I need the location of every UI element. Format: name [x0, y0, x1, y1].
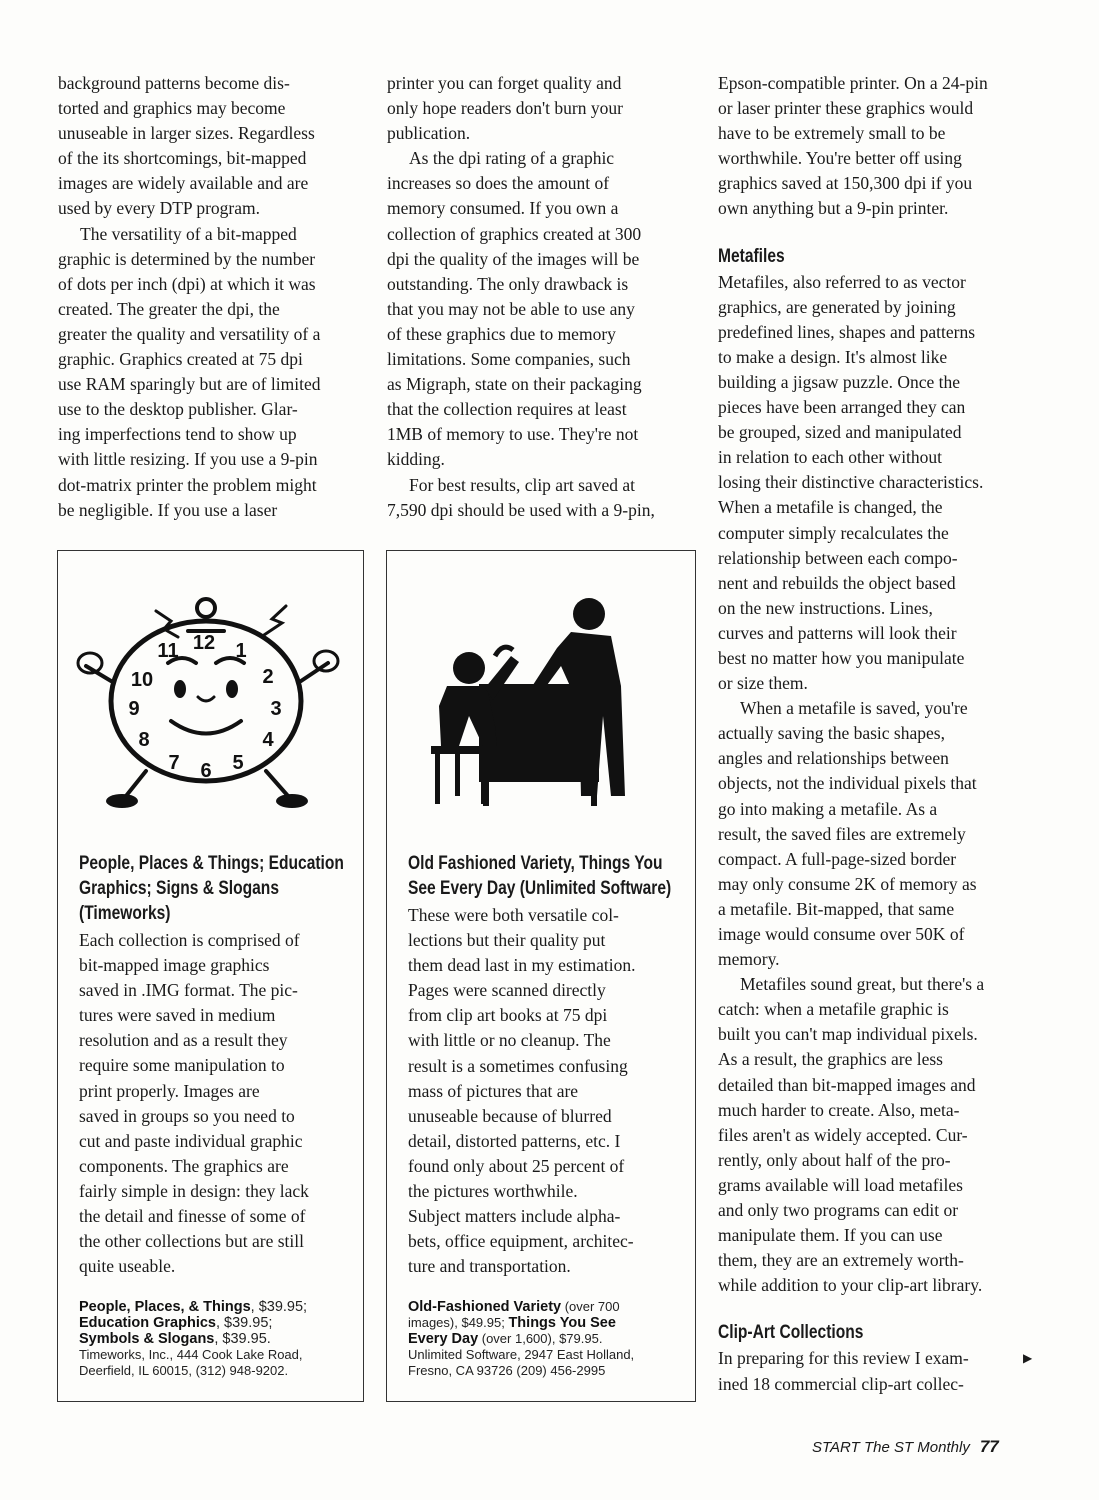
alarm-clock-illustration [76, 591, 346, 821]
meeting-silhouette-illustration [411, 596, 671, 836]
paragraph: Epson-compatible printer. On a 24-pin or laser printer these graphics would have to be extremely small to be worthwhile. You're better off using graphics saved at 150,300 dpi if you own anything but a 9-pin printer. [718, 73, 988, 219]
clock-number: 4 [262, 729, 274, 751]
paragraph: The versatility of a bit-mapped graphic is determined by the number of dots per inch (dpi) at which it was created. The greater the dpi, the greater the quality and versatility of a graphic. Graphics created at 75 dpi use RAM sparingly but are of limited use to the desktop publisher. Glar- ing imperfections tend to show up with little resizing. If you use a 9-pin dot-matrix printer the problem might be negligible. If you use a laser [58, 223, 321, 520]
clock-number: 8 [138, 729, 150, 751]
section-heading-clip-art: Clip-Art Collections [718, 1322, 864, 1344]
box-body: Each collection is comprised of bit-mapped image graphics saved in .IMG format. The pic- tures were saved in medium resolution and as a result they require some manipulation to print properly. Images are saved in groups so you need to cut and paste individual graphic components. The graphics are fairly simple in design: they lack the detail and finesse of some of the other collections but are still quite useable. [79, 930, 309, 1277]
box-body: These were both versatile col- lections but their quality put them dead last in my estimation. Pages were scanned directly from clip art books at 75 dpi with little or no cleanup. The result is a sometimes confusing mass of pictures that are unuseable because of blurred detail, distorted patterns, etc. I found only about 25 percent of the pictures worthwhile. Subject matters include alpha- bets, office equipment, architec- ture and transportation. [408, 905, 636, 1277]
paragraph: Metafiles, also referred to as vector graphics, are generated by joining predefined lines, shapes and patterns to make a design. It's almost like building a jigsaw puzzle. Once the pieces have been arranged they can be grouped, sized and manipulated in relation to each other without losing their distinctive characteristics. When a metafile is changed, the computer simply recalculates the relationship between each compo- nent and rebuilds the object based on the new instructions. Lines, curves and patterns will look their best no matter how you manipulate or size them. [718, 271, 984, 694]
clock-number: 7 [168, 752, 180, 774]
column-middle [387, 71, 699, 523]
page-number: 77 [979, 1437, 999, 1456]
clock-number: 6 [200, 760, 212, 782]
clock-number: 5 [232, 752, 244, 774]
clock-number: 12 [192, 632, 216, 654]
paragraph: When a metafile is saved, you're actually saving the basic shapes, angles and relationships between objects, not the individual pixels that go into making a metafile. As a result, the saved files are extremely compact. A full-page-sized border may only consume 2K of memory as a metafile. Bit-mapped, that same image would consume over 50K of memory. [718, 698, 977, 970]
column-right [718, 71, 1036, 1397]
clock-number: 1 [235, 640, 247, 662]
box-title: Old Fashioned Variety, Things You See Every Day (Unlimited Software) [408, 853, 672, 899]
column-left [58, 71, 358, 523]
clock-number: 2 [262, 666, 274, 688]
clock-number: 10 [130, 669, 154, 691]
box-title: People, Places & Things; Education Graphics; Signs & Slogans (Timeworks) [79, 853, 344, 924]
page-footer [812, 1437, 999, 1457]
paragraph: background patterns become dis- torted and graphics may become unuseable in larger sizes. Regardless of the its shortcomings, bit-mapped images are widely available and are used by every DTP program. [58, 73, 315, 219]
clock-number: 11 [157, 640, 179, 662]
paragraph: As the dpi rating of a graphic increases so does the amount of memory consumed. If you own a collection of graphics created at 300 dpi the quality of the images will be outstanding. The only drawback is that you may not be able to use any of these graphics due to memory limitations. Some companies, such as Migraph, state on their packaging that the collection requires at least 1MB of memory to use. They're not kidding. [387, 148, 642, 470]
magazine-name: START The ST Monthly [812, 1439, 970, 1456]
paragraph: For best results, clip art saved at 7,590 dpi should be used with a 9-pin, [387, 474, 655, 520]
product-credit: Old-Fashioned Variety (over 700 images), $49.95; Things You See Every Day (over 1,600), $79.95. Unlimited Software, 2947 East Holland, Fresno, CA 93726 (209) 456-2995 [408, 1299, 635, 1378]
section-heading-metafiles: Metafiles [718, 245, 785, 267]
paragraph: In preparing for this review I exam- ined 18 commercial clip-art collec- [718, 1348, 969, 1394]
sidebar-box-unlimited-software [386, 550, 696, 1402]
clock-number: 3 [270, 698, 282, 720]
continue-arrow-icon: ▶ [1023, 1351, 1033, 1365]
clock-number: 9 [128, 698, 140, 720]
product-credit: People, Places, & Things, $39.95; Education Graphics, $39.95; Symbols & Slogans, $39.95. Timeworks, Inc., 444 Cook Lake Road, Deerfield, IL 60015, (312) 948-9202. [79, 1299, 308, 1378]
sidebar-box-timeworks [57, 550, 364, 1402]
paragraph: Metafiles sound great, but there's a catch: when a metafile graphic is built you can't map individual pixels. As a result, the graphics are less detailed than bit-mapped images and much harder to create. Also, meta- files aren't as widely accepted. Cur- rently, only about half of the pro- grams available will load metafiles and only two programs can edit or manipulate them. If you can use them, they are an extremely worth- while addition to your clip-art library. [718, 974, 985, 1296]
paragraph: printer you can forget quality and only hope readers don't burn your publication. [387, 73, 623, 144]
